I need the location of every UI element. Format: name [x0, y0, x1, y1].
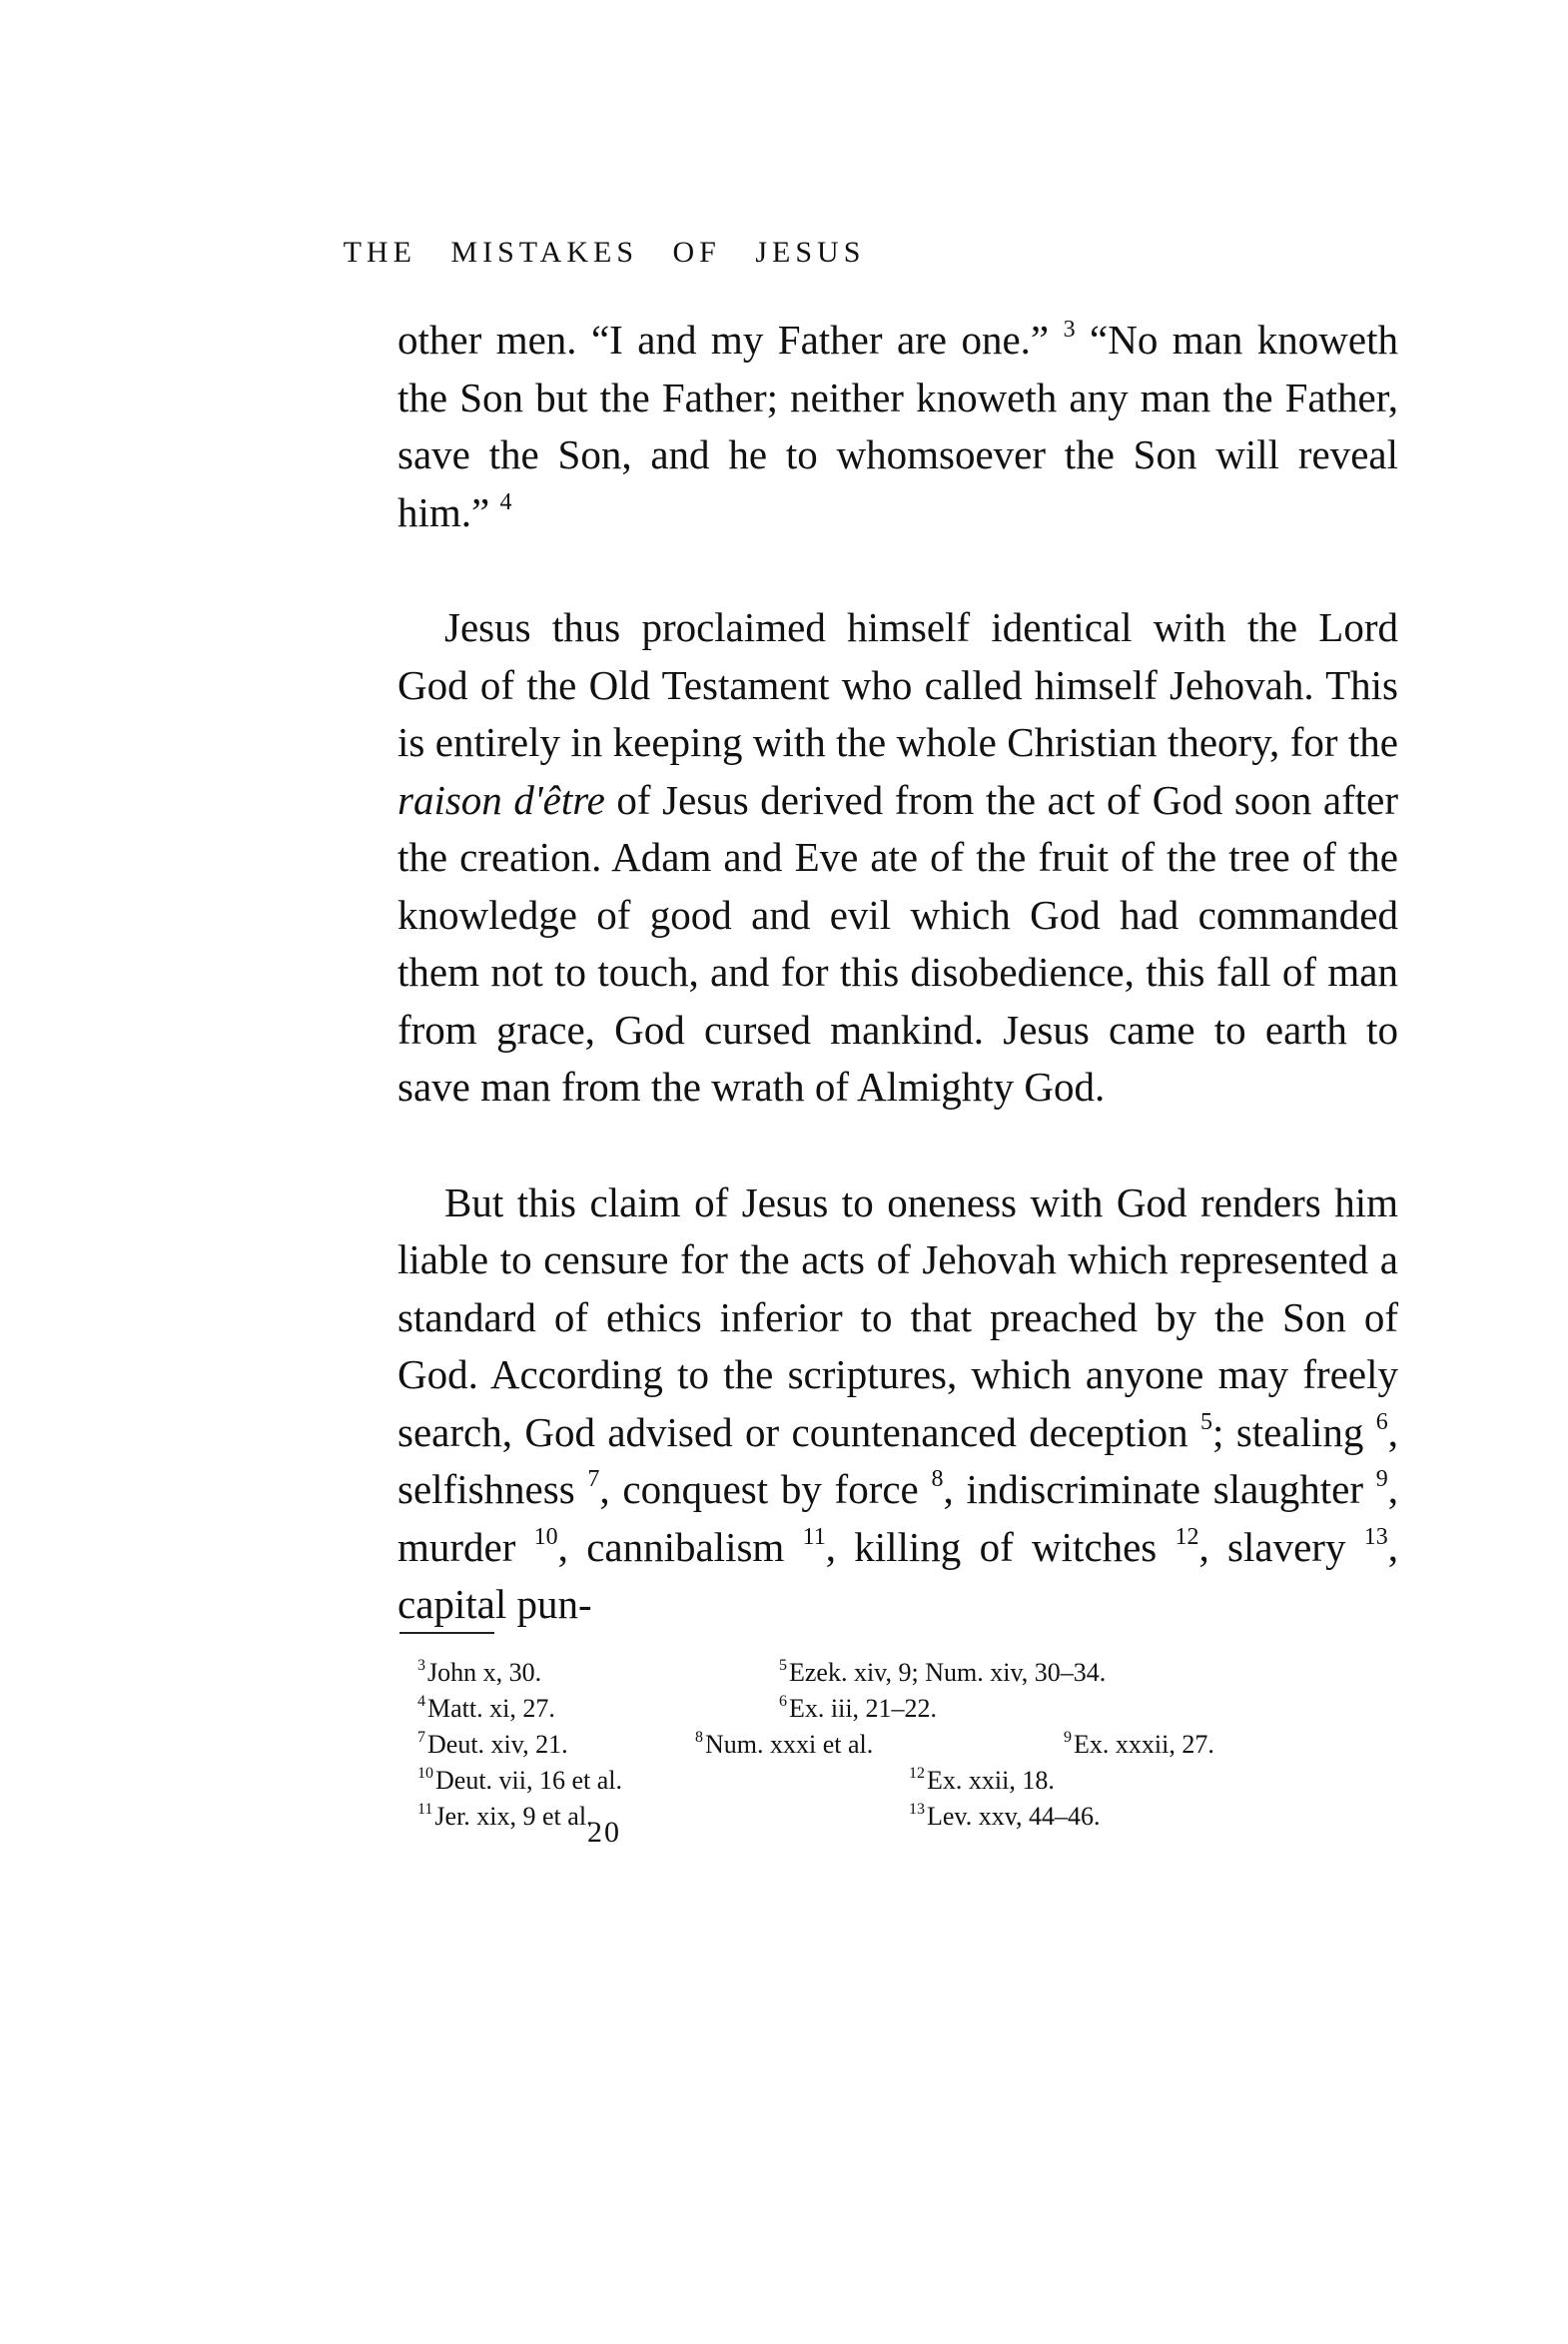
running-head: THE MISTAKES OF JESUS: [343, 236, 866, 269]
footnote-number: 3: [417, 1657, 425, 1674]
footnote-text: Ex. xxxii, 27.: [1074, 1730, 1214, 1759]
footnote-number: 6: [779, 1693, 787, 1710]
paragraph: [397, 312, 1398, 541]
text-run: “No man knoweth the Son but the Father; neither knoweth any man the Father, save the Son, and he to whomsoever the Son will reveal him.”: [397, 317, 1399, 535]
footnote-ref: 8: [931, 1466, 944, 1492]
footnote-ref: 12: [1175, 1523, 1199, 1550]
footnote-number: 4: [417, 1693, 425, 1710]
footnote-text: Jer. xix, 9 et al.: [434, 1802, 593, 1831]
footnote: [417, 1730, 568, 1760]
footnote-ref: 11: [802, 1523, 826, 1550]
text-run: , cannibalism: [557, 1523, 803, 1570]
footnote-number: 7: [417, 1729, 425, 1746]
text-run: Jesus thus proclaimed himself identical with the Lord God of the Old Testament who called himself Jehovah. This is entirely in keeping with the whole Christian theory, for the: [397, 604, 1398, 765]
footnote-ref: 13: [1363, 1523, 1388, 1550]
italic-phrase: raison d'être: [397, 776, 605, 823]
footnote: [1064, 1730, 1214, 1760]
text-run: , capital pun-: [397, 1523, 1398, 1627]
footnote-text: Lev. xxv, 44–46.: [927, 1802, 1101, 1831]
footnote-text: Ex. xxii, 18.: [927, 1766, 1055, 1795]
paragraph: [397, 1174, 1398, 1634]
footnote-text: John x, 30.: [427, 1658, 542, 1687]
footnote-number: 10: [417, 1765, 433, 1782]
footnote-number: 9: [1064, 1729, 1072, 1746]
text-run: , indiscriminate slaughter: [943, 1466, 1376, 1512]
footnote-ref: 5: [1200, 1408, 1213, 1435]
text-run: ; stealing: [1212, 1408, 1376, 1455]
footnote-number: 5: [779, 1657, 787, 1674]
footnote-rule: [399, 1632, 494, 1634]
text-run: But this claim of Jesus to oneness with God renders him liable to censure for the acts of Jehovah which represented a standard of ethics inferior to that preached by the Son of God. According to the scriptures, which anyone may freely search, God advised or countenanced deception: [397, 1178, 1398, 1455]
text-run: , slavery: [1198, 1523, 1364, 1570]
footnote: [909, 1766, 1055, 1796]
footnote: [417, 1766, 622, 1796]
footnote-text: Deut. vii, 16 et al.: [435, 1766, 623, 1795]
text-run: , conquest by force: [599, 1466, 932, 1512]
footnote-number: 13: [909, 1801, 925, 1818]
paragraph-gap: [397, 1117, 1398, 1174]
footnote-text: Ezek. xiv, 9; Num. xiv, 30–34.: [789, 1658, 1107, 1687]
text-run: , selfishness: [397, 1408, 1398, 1512]
footnote: [779, 1658, 1106, 1688]
body-text: [397, 312, 1398, 1634]
footnote-ref: 4: [499, 488, 512, 515]
footnote: [695, 1730, 873, 1760]
paragraph: [397, 599, 1398, 1117]
footnote-text: Num. xxxi et al.: [705, 1730, 874, 1759]
footnote-text: Ex. iii, 21–22.: [789, 1694, 938, 1723]
footnote-ref: 7: [587, 1466, 600, 1492]
page-number: 20: [587, 1816, 621, 1849]
footnote-number: 12: [909, 1765, 925, 1782]
text-run: , killing of witches: [825, 1523, 1176, 1570]
footnote: [779, 1694, 937, 1724]
footnote-text: Deut. xiv, 21.: [427, 1730, 568, 1759]
text-run: of Jesus derived from the act of God soon after the creation. Adam and Eve ate of the fruit of the tree of the knowledge of good and evil which God had commanded them not to touch, and for this disobedience, this fall of man from grace, God cursed mankind. Jesus came to earth to save man from the wrath of Almighty God.: [397, 776, 1398, 1110]
text-run: other men. “I and my Father are one.”: [397, 317, 1064, 363]
text-run: , murder: [397, 1466, 1398, 1570]
footnote-text: Matt. xi, 27.: [427, 1694, 555, 1723]
footnote-number: 8: [695, 1729, 703, 1746]
footnote-ref: 6: [1375, 1408, 1388, 1435]
footnote-ref: 9: [1375, 1466, 1388, 1492]
paragraph-gap: [397, 541, 1398, 599]
footnote-number: 11: [417, 1801, 433, 1818]
footnote-ref: 10: [533, 1523, 558, 1550]
footnote-ref: 3: [1063, 317, 1076, 343]
footnote: [417, 1694, 555, 1724]
footnote: [417, 1658, 541, 1688]
